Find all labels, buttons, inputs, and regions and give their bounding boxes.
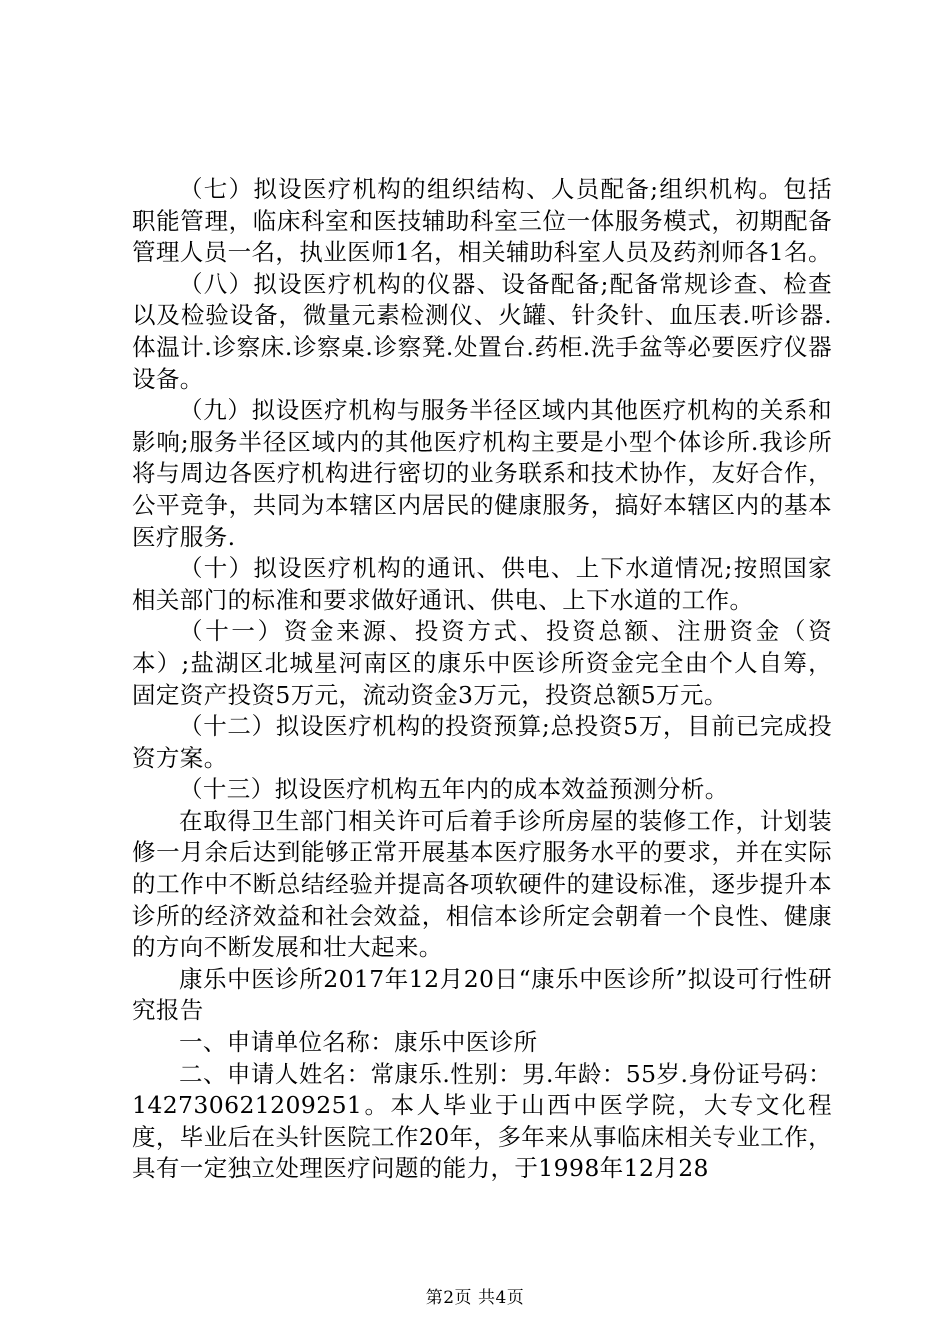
paragraph-cost-benefit: （十三）拟设医疗机构五年内的成本效益预测分析。 [179,775,729,804]
paragraph-funding: （十一）资金来源、投资方式、投资总额、注册资金（资本）;盐湖区北城星河南区的康乐中医诊所资金完全由个人自筹，固定资产投资5万元，流动资金3万元，投资总额5万元。 [132,617,832,709]
paragraph-surrounding-institutions: （九）拟设医疗机构与服务半径区域内其他医疗机构的关系和影响;服务半径区域内的其他医疗机构主要是小型个体诊所.我诊所将与周边各医疗机构进行密切的业务联系和技术协作，友好合作，公平竞争，共同为本辖区内居民的健康服务，搞好本辖区内的基本医疗服务. [132,396,832,551]
paragraph-report-title: 康乐中医诊所2017年12月20日“康乐中医诊所”拟设可行性研究报告 [132,964,832,1025]
paragraph-utilities: （十）拟设医疗机构的通讯、供电、上下水道情况;按照国家相关部门的标准和要求做好通讯、供电、上下水道的工作。 [132,554,832,614]
paragraph-equipment: （八）拟设医疗机构的仪器、设备配备;配备常规诊查、检查以及检验设备，微量元素检测仪、火罐、针灸针、血压表.听诊器.体温计.诊察床.诊察桌.诊察凳.处置台.药柜.洗手盆等必要医疗仪器设备。 [132,269,832,393]
document-body [132,174,832,1185]
paragraph-applicant-unit: 一、申请单位名称：康乐中医诊所 [179,1028,538,1057]
paragraph-applicant-info: 二、申请人姓名：常康乐.性别：男.年龄：55岁.身份证号码：142730621209251。本人毕业于山西中医学院，大专文化程度，毕业后在头针医院工作20年，多年来从事临床相关专业工作，具有一定独立处理医疗问题的能力，于1998年12月28 [132,1059,832,1183]
paragraph-organization-staffing: （七）拟设医疗机构的组织结构、人员配备;组织机构。包括职能管理，临床科室和医技辅助科室三位一体服务模式，初期配备管理人员一名，执业医师1名，相关辅助科室人员及药剂师各1名。 [132,175,832,267]
paragraph-renovation-outlook: 在取得卫生部门相关许可后着手诊所房屋的装修工作，计划装修一月余后达到能够正常开展基本医疗服务水平的要求，并在实际的工作中不断总结经验并提高各项软硬件的建设标准，逐步提升本诊所的经济效益和社会效益，相信本诊所定会朝着一个良性、健康的方向不断发展和壮大起来。 [132,806,832,962]
page-number-footer: 第2页 共4页 [425,1288,525,1308]
paragraph-budget: （十二）拟设医疗机构的投资预算;总投资5万，目前已完成投资方案。 [132,712,832,772]
